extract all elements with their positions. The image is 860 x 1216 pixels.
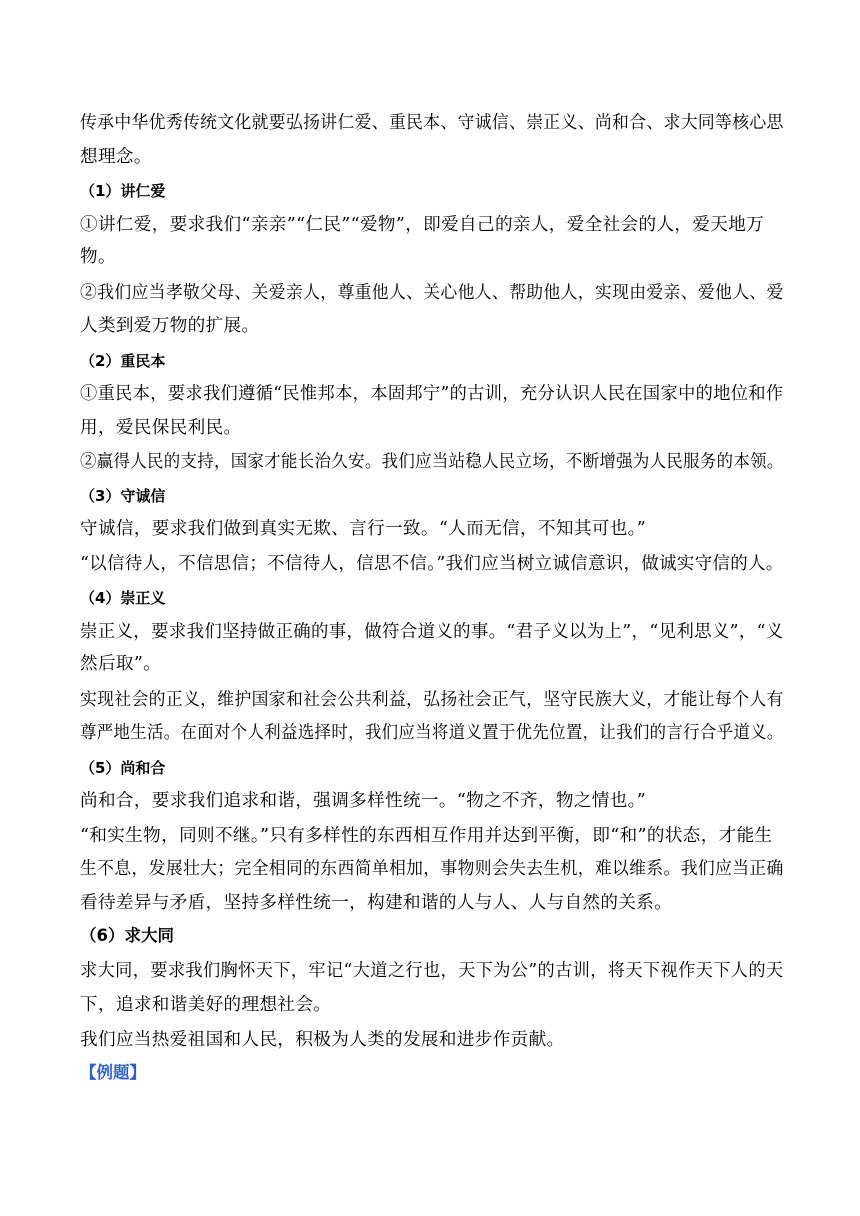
min-ben-line-3: ②赢得人民的支持，国家才能长治久安。我们应当站稳人民立场，不断增强为人民服务的本领。 [80,452,784,472]
section-heading-cheng-xin: （3）守诚信 [80,487,166,505]
zheng-yi-line-2: 然后取”。 [80,654,162,674]
intro-line-1: 传承中华优秀传统文化就要弘扬讲仁爱、重民本、守诚信、崇正义、尚和合、求大同等核心思 [80,113,784,133]
he-he-line-2: “和实生物，同则不继。”只有多样性的东西相互作用并达到平衡，即“和”的状态，才能生 [80,826,773,846]
example-label: 【例题】 [80,1063,146,1082]
he-he-line-3: 生不息，发展壮大；完全相同的东西简单相加，事物则会失去生机，难以维系。我们应当正确 [80,859,784,879]
zheng-yi-line-4: 尊严地生活。在面对个人利益选择时，我们应当将道义置于优先位置，让我们的言行合乎道义。 [80,723,784,743]
intro-line-2: 想理念。 [80,147,152,167]
section-heading-min-ben: （2）重民本 [80,352,166,370]
ren-ai-line-3: ②我们应当孝敬父母、关爱亲人，尊重他人、关心他人、帮助他人，实现由爱亲、爱他人、爱 [80,283,784,303]
cheng-xin-line-1: 守诚信，要求我们做到真实无欺、言行一致。“人而无信，不知其可也。” [80,519,647,539]
section-heading-da-tong: （6）求大同 [80,926,174,945]
zheng-yi-line-3: 实现社会的正义，维护国家和社会公共利益，弘扬社会正气，坚守民族大义，才能让每个人有 [80,690,784,710]
zheng-yi-line-1: 崇正义，要求我们坚持做正确的事，做符合道义的事。“君子义以为上”，“见利思义”，“义 [80,622,784,642]
ren-ai-line-1: ①讲仁爱，要求我们“亲亲”“仁民”“爱物”，即爱自己的亲人，爱全社会的人，爱天地万 [80,215,765,235]
he-he-line-4: 看待差异与矛盾，坚持多样性统一，构建和谐的人与人、人与自然的关系。 [80,893,673,913]
da-tong-line-3: 我们应当热爱祖国和人民，积极为人类的发展和进步作贡献。 [80,1030,565,1050]
min-ben-line-1: ①重民本，要求我们遵循“民惟邦本，本固邦宁”的古训，充分认识人民在国家中的地位和作 [80,384,784,404]
da-tong-line-2: 下，追求和谐美好的理想社会。 [80,995,332,1015]
he-he-line-1: 尚和合，要求我们追求和谐，强调多样性统一。“物之不齐，物之情也。” [80,791,647,811]
ren-ai-line-4: 人类到爱万物的扩展。 [80,316,260,336]
min-ben-line-2: 用，爱民保民利民。 [80,418,242,438]
da-tong-line-1: 求大同，要求我们胸怀天下，牢记“大道之行也，天下为公”的古训，将天下视作天下人的天 [80,961,784,981]
section-heading-ren-ai: （1）讲仁爱 [80,182,166,200]
ren-ai-line-2: 物。 [80,247,116,267]
section-heading-he-he: （5）尚和合 [80,759,166,777]
section-heading-zheng-yi: （4）崇正义 [80,589,166,607]
cheng-xin-line-2: “以信待人，不信思信；不信待人，信思不信。”我们应当树立诚信意识，做诚实守信的人。 [80,554,784,574]
